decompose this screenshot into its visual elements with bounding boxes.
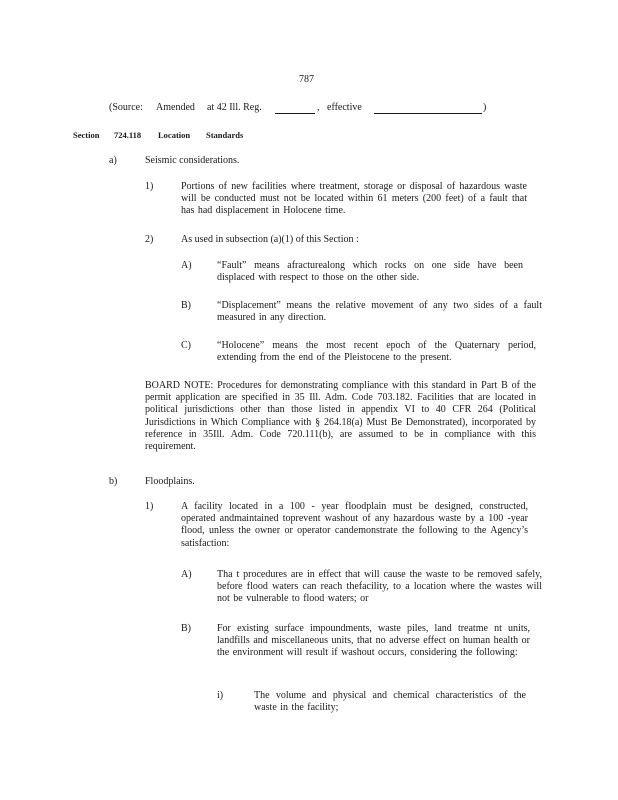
b1A-label: A): [181, 569, 192, 580]
b1-text: A facility located in a 100 - year floodplain must be designed, constructed, operated andmaintained toprevent washout of any hazardous waste by a 100 -year flood, unless the owner or operator candemonstrate the following to the Agency’s satisfaction:: [181, 501, 528, 549]
source-register: at 42 Ill. Reg.: [207, 102, 262, 113]
a2B-label: B): [181, 300, 191, 311]
source-comma: ,: [317, 102, 320, 113]
a1-text: Portions of new facilities where treatment, storage or disposal of hazardous waste will be conducted must not be located within 61 meters (200 feet) of a fault that has had displacement in Holocene time.: [181, 181, 527, 217]
a2C-label: C): [181, 340, 191, 351]
subsection-a-heading: Seismic considerations.: [145, 155, 240, 166]
a2A-label: A): [181, 260, 192, 271]
a1-label: 1): [145, 181, 154, 192]
board-note: BOARD NOTE: Procedures for demonstrating compliance with this standard in Part B of the permit application are specified in 35 Ill. Adm. Code 703.182. Facilities that are located in political jurisdictions other than those listed in appendix VI to 40 CFR 264 (Political Jurisdictions in Which Compliance with § 264.18(a) Must Be Demonstrated), incorporated by reference in 35Ill. Adm. Code 720.111(b), are assumed to be in compliance with this requirement.: [145, 380, 536, 453]
source-close: ): [483, 102, 487, 113]
section-word: Section: [73, 130, 100, 140]
subsection-b-label: b): [109, 476, 118, 487]
register-blank: [275, 113, 315, 114]
b1-label: 1): [145, 501, 154, 512]
source-effective: effective: [327, 102, 362, 113]
subsection-a-label: a): [109, 155, 117, 166]
a2-label: 2): [145, 234, 154, 245]
a2A-text: “Fault” means afracturealong which rocks on one side have been displaced with respect to those on the other side.: [217, 260, 523, 284]
b1B-label: B): [181, 623, 191, 634]
b1Bi-text: The volume and physical and chemical characteristics of the waste in the facility;: [254, 690, 526, 714]
source-amended: Amended: [156, 102, 195, 113]
a2-text: As used in subsection (a)(1) of this Section :: [181, 234, 359, 245]
section-number: 724.118: [114, 130, 142, 140]
section-title-location: Location: [158, 130, 191, 140]
b1B-text: For existing surface impoundments, waste piles, land treatme nt units, landfills and miscellaneous units, that no adverse effect on human health or the environment will result if washout occurs, considering the following:: [217, 623, 530, 659]
section-title-standards: Standards: [206, 130, 244, 140]
subsection-b-heading: Floodplains.: [145, 476, 195, 487]
b1A-text: Tha t procedures are in effect that will cause the waste to be removed safely, before flood waters can reach thefacility, to a location where the wastes will not be vulnerable to flood waters; or: [217, 569, 542, 605]
a2C-text: “Holocene” means the most recent epoch of the Quaternary period, extending from the end of the Pleistocene to the present.: [217, 340, 536, 364]
b1Bi-label: i): [217, 690, 224, 701]
a2B-text: “Displacement” means the relative movement of any two sides of a fault measured in any direction.: [217, 300, 542, 324]
effective-date-blank: [374, 113, 482, 114]
source-prefix: (Source:: [109, 102, 143, 113]
page-number: 787: [299, 74, 314, 85]
